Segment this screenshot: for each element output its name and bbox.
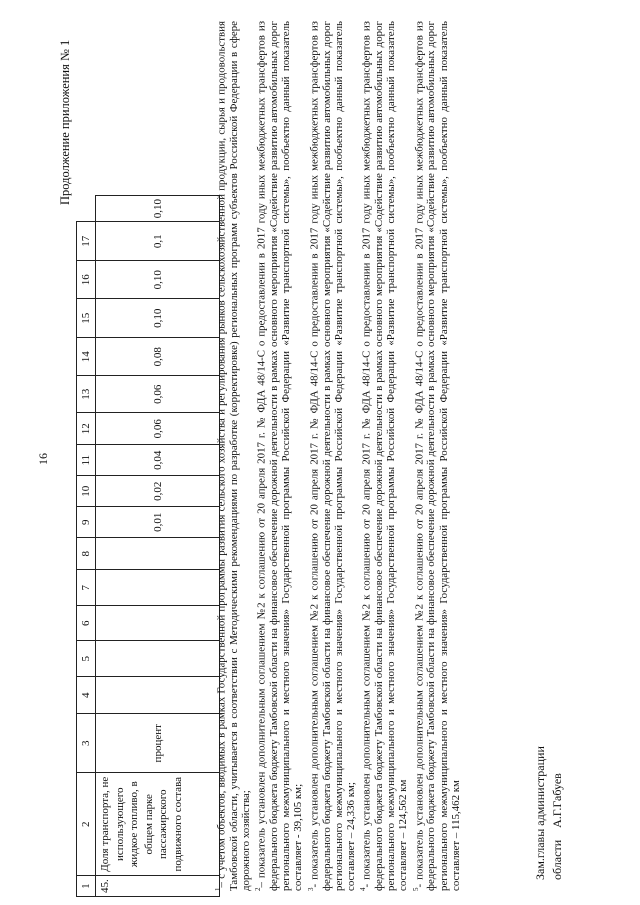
value-cell: 0,10 [96,196,220,222]
signature-title-cont: области [550,839,564,880]
row-number: 45. [96,876,220,897]
footnote-mark: 5 [411,887,420,891]
value-cell: 0,01 [96,507,220,538]
header-cell: 14 [77,338,96,376]
footnote-mark: 3 [306,887,315,891]
footnote-mark: 1 [214,887,222,891]
footnotes [212,21,462,891]
value-cell: 0,06 [96,413,220,445]
header-cell: 3 [77,714,96,773]
footnote-mark: 4 [359,887,368,891]
value-cell: 0,04 [96,445,220,476]
table-row [96,196,220,897]
table-header-row [77,196,96,897]
indicator-table [76,195,220,897]
value-cell [96,570,220,606]
value-cell [96,641,220,677]
header-cell: 8 [77,538,96,570]
signatory-name: А.Г.Габуев [550,773,564,828]
header-cell: 9 [77,507,96,538]
value-cell [96,677,220,714]
header-cell: 12 [77,413,96,445]
footnote-text: - показатель установлен дополнительным соглашением №2 к соглашению от 20 апреля 2017 г. № ФДА 48/14-С о предоставлении в 2017 году иных межбюджетных трансфертов из федерального бюджета бюджету Тамбовской области на финансовое обеспечение дорожной деятельности в рамках основного мероприятия «Содействие развитию автомобильных дорог регионального межмуниципального и местного значения» Государственной программы Российской Федерации «Развитие транспортной системы», пообъектно данный показатель составляет – 124,562 км [360,21,410,891]
value-cell [96,606,220,641]
value-cell: 0,10 [96,299,220,338]
header-cell: 15 [77,299,96,338]
continuation-label: Продолжение приложения № 1 [58,39,72,205]
header-cell: 5 [77,641,96,677]
footnote [305,21,357,891]
page-number: 16 [36,453,50,465]
indicator-name: Доля транспорта, не использующего жидкое топливо, в общем парке пассажирского подвижного состава [96,773,220,876]
header-cell: 13 [77,376,96,413]
header-cell: 11 [77,445,96,476]
footnote [410,21,462,891]
footnote [357,21,409,891]
value-cell: 0,08 [96,338,220,376]
footnote-text: - показатель установлен дополнительным соглашением №2 к соглашению от 20 апреля 2017 г. № ФДА 48/14-С о предоставлении в 2017 году иных межбюджетных трансфертов из федерального бюджета бюджету Тамбовской области на финансовое обеспечение дорожной деятельности в рамках основного мероприятия «Содействие развитию автомобильных дорог регионального межмуниципального и местного значения» Государственной программы Российской Федерации «Развитие транспортной системы», пообъектно данный показатель составляет – 24,336 км; [308,21,357,891]
footnote-text: – с учетом объектов, вводимых в рамках Государственной программы развития сельского хозяйства и регулирования рынков сельскохозяйственной продукции, сырья и продовольствия Тамбовской области, учитывается в соответствии с Методическими рекомендациями по разработке (корректировке) региональных программ субъектов Российской Федерации в сфере дорожного хозяйства; [215,21,253,891]
signature-line [549,746,566,880]
signature-block [532,746,566,880]
value-cell: 0,02 [96,476,220,507]
footnote-mark: 2 [254,887,263,891]
header-cell: 6 [77,606,96,641]
unit-cell: процент [96,714,220,773]
header-cell: 7 [77,570,96,606]
footnote [212,21,252,891]
footnote [252,21,304,891]
header-cell: 1 [77,876,96,897]
footnote-text: - показатель установлен дополнительным соглашением №2 к соглашению от 20 апреля 2017 г. № ФДА 48/14-С о предоставлении в 2017 году иных межбюджетных трансфертов из федерального бюджета бюджету Тамбовской области на финансовое обеспечение дорожной деятельности в рамках основного мероприятия «Содействие развитию автомобильных дорог регионального межмуниципального и местного значения» Государственной программы Российской Федерации «Развитие транспортной системы», пообъектно данный показатель составляет – 115,462 км [413,21,462,891]
header-cell: 17 [77,222,96,261]
header-cell: 4 [77,677,96,714]
signature-title: Зам.главы администрации [533,746,547,880]
header-cell: 2 [77,773,96,876]
header-cell: 10 [77,476,96,507]
value-cell: 0,06 [96,376,220,413]
footnote-text: – показатель установлен дополнительным соглашением №2 к соглашению от 20 апреля 2017 г. № ФДА 48/14-С о предоставлении в 2017 году иных межбюджетных трансфертов из федерального бюджета бюджету Тамбовской области на финансовое обеспечение дорожной деятельности в рамках основного мероприятия «Содействие развитию автомобильных дорог регионального межмуниципального и местного значения» Государственной программы Российской Федерации «Развитие транспортной системы», пообъектно данный показатель составляет - 39,105 км; [255,21,305,891]
header-cell: 16 [77,261,96,299]
value-cell [96,538,220,570]
value-cell: 0,1 [96,222,220,261]
value-cell: 0,10 [96,261,220,299]
